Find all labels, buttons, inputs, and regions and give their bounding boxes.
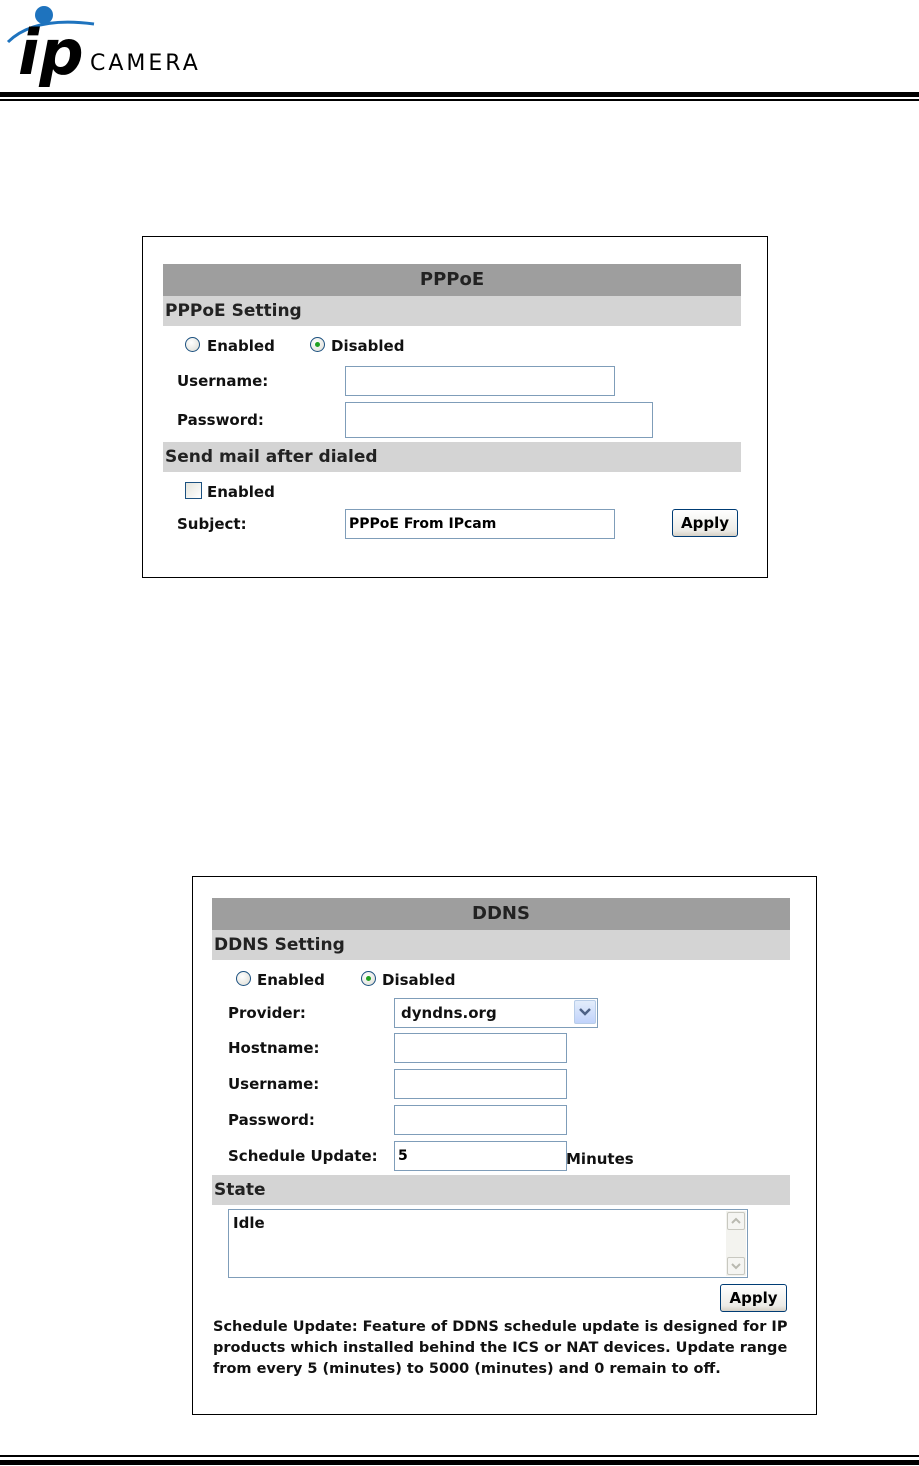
scroll-down-icon[interactable]	[727, 1257, 745, 1275]
pppoe-mail-enabled-checkbox[interactable]	[185, 482, 202, 499]
ddns-hostname-input[interactable]	[394, 1033, 567, 1063]
pppoe-enabled-label: Enabled	[207, 337, 275, 355]
pppoe-setting-section: PPPoE Setting	[163, 296, 741, 326]
pppoe-username-input[interactable]	[345, 366, 615, 396]
pppoe-apply-button[interactable]: Apply	[672, 509, 738, 537]
ddns-provider-select[interactable]	[394, 998, 598, 1028]
footer-rule-thin	[0, 1455, 919, 1457]
ddns-enabled-radio[interactable]	[236, 971, 251, 986]
ddns-disabled-radio[interactable]	[361, 971, 376, 986]
pppoe-password-input[interactable]	[345, 402, 653, 438]
pppoe-subject-input[interactable]	[345, 509, 615, 539]
ddns-password-label: Password:	[228, 1111, 315, 1129]
ddns-schedule-input[interactable]	[394, 1141, 567, 1171]
ddns-apply-button[interactable]: Apply	[720, 1284, 787, 1312]
footer-rule	[0, 1460, 919, 1465]
ddns-schedule-unit: Minutes	[566, 1150, 634, 1168]
ddns-setting-section: DDNS Setting	[212, 930, 790, 960]
ddns-username-label: Username:	[228, 1075, 320, 1093]
ip-camera-logo	[4, 2, 264, 94]
ddns-hostname-label: Hostname:	[228, 1039, 320, 1057]
pppoe-title: PPPoE	[163, 264, 741, 296]
ddns-provider-label: Provider:	[228, 1004, 306, 1022]
ddns-password-input[interactable]	[394, 1105, 567, 1135]
pppoe-mail-section: Send mail after dialed	[163, 442, 741, 472]
pppoe-subject-label: Subject:	[177, 515, 247, 533]
ddns-provider-value: dyndns.org	[401, 1004, 497, 1022]
chevron-down-icon[interactable]	[574, 1000, 596, 1024]
pppoe-username-label: Username:	[177, 372, 269, 390]
header-rule	[0, 92, 919, 97]
ddns-schedule-label: Schedule Update:	[228, 1147, 378, 1165]
ddns-disabled-label: Disabled	[382, 971, 456, 989]
pppoe-password-label: Password:	[177, 411, 264, 429]
ddns-enabled-label: Enabled	[257, 971, 325, 989]
ddns-state-section: State	[212, 1175, 790, 1205]
scroll-up-icon[interactable]	[727, 1212, 745, 1230]
svg-text:CAMERA: CAMERA	[90, 51, 201, 76]
pppoe-enabled-radio[interactable]	[185, 337, 200, 352]
ddns-schedule-note: Schedule Update: Feature of DDNS schedule update is designed for IP products which installed behind the ICS or NAT devices. Update range from every 5 (minutes) to 5000 (minutes) and 0 remain to off.	[213, 1319, 788, 1377]
pppoe-disabled-label: Disabled	[331, 337, 405, 355]
header-rule-thin	[0, 99, 919, 101]
pppoe-disabled-radio[interactable]	[310, 337, 325, 352]
ddns-username-input[interactable]	[394, 1069, 567, 1099]
pppoe-mail-enabled-label: Enabled	[207, 483, 275, 501]
ddns-state-value: Idle	[233, 1214, 265, 1232]
svg-text:ip: ip	[18, 16, 84, 89]
ddns-title: DDNS	[212, 898, 790, 930]
ddns-state-scrollbar[interactable]	[726, 1211, 746, 1276]
ddns-state-textarea[interactable]	[228, 1209, 748, 1278]
